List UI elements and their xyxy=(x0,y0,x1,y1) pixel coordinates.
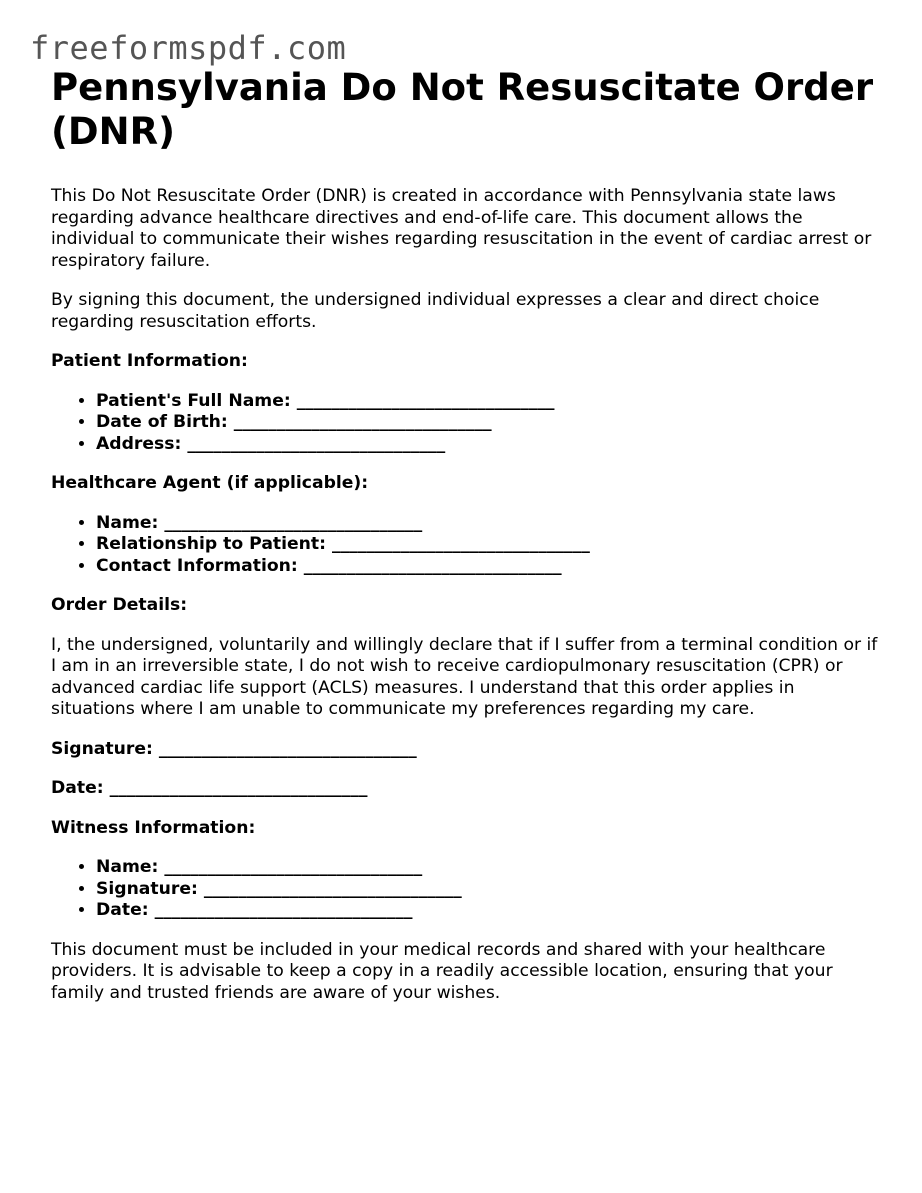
witness-info-heading: Witness Information: xyxy=(51,817,256,838)
patient-dob-field: • Date of Birth: ______________________________ xyxy=(96,412,881,434)
agent-contact-field: • Contact Information: ______________________________ xyxy=(96,556,881,578)
closing-paragraph: This document must be included in your medical records and shared with your healthcare providers. It is advisable to keep a copy in a readily accessible location, ensuring that your family and trusted friends are aware of your wishes. xyxy=(51,939,833,1003)
patient-info-list xyxy=(51,391,881,456)
watermark: freeformspdf.com xyxy=(30,29,347,67)
date-line: Date: ______________________________ xyxy=(51,778,368,798)
document-body xyxy=(51,66,881,1004)
witness-info-list xyxy=(51,857,881,922)
intro-paragraph-1: This Do Not Resuscitate Order (DNR) is created in accordance with Pennsylvania state laws regarding advance healthcare directives and end-of-life care. This document allows the individual to communicate their wishes regarding resuscitation in the event of cardiac arrest or respiratory failure. xyxy=(51,186,872,271)
agent-relationship-field: • Relationship to Patient: ______________________________ xyxy=(96,534,881,556)
healthcare-agent-list xyxy=(51,513,881,578)
witness-signature-field: • Signature: ______________________________ xyxy=(96,879,881,901)
order-details-heading: Order Details: xyxy=(51,595,188,615)
agent-name-field: • Name: ______________________________ xyxy=(96,513,881,535)
intro-paragraph-2: By signing this document, the undersigned individual expresses a clear and direct choice regarding resuscitation efforts. xyxy=(51,290,820,332)
witness-name-field: • Name: ______________________________ xyxy=(96,857,881,879)
order-details-text: I, the undersigned, voluntarily and willingly declare that if I suffer from a terminal condition or if I am in an irreversible state, I do not wish to receive cardiopulmonary resuscitation (CPR) or advanced cardiac life support (ACLS) measures. I understand that this order applies in situations where I am unable to communicate my preferences regarding my care. xyxy=(51,634,878,719)
patient-info-heading: Patient Information: xyxy=(51,351,248,371)
patient-full-name-field: • Patient's Full Name: ______________________________ xyxy=(96,391,881,413)
healthcare-agent-heading: Healthcare Agent (if applicable): xyxy=(51,473,369,493)
witness-date-field: • Date: ______________________________ xyxy=(96,900,881,922)
signature-line: Signature: ______________________________ xyxy=(51,738,417,759)
document-title: Pennsylvania Do Not Resuscitate Order (DNR) xyxy=(51,66,874,153)
patient-address-field: • Address: ______________________________ xyxy=(96,434,881,456)
